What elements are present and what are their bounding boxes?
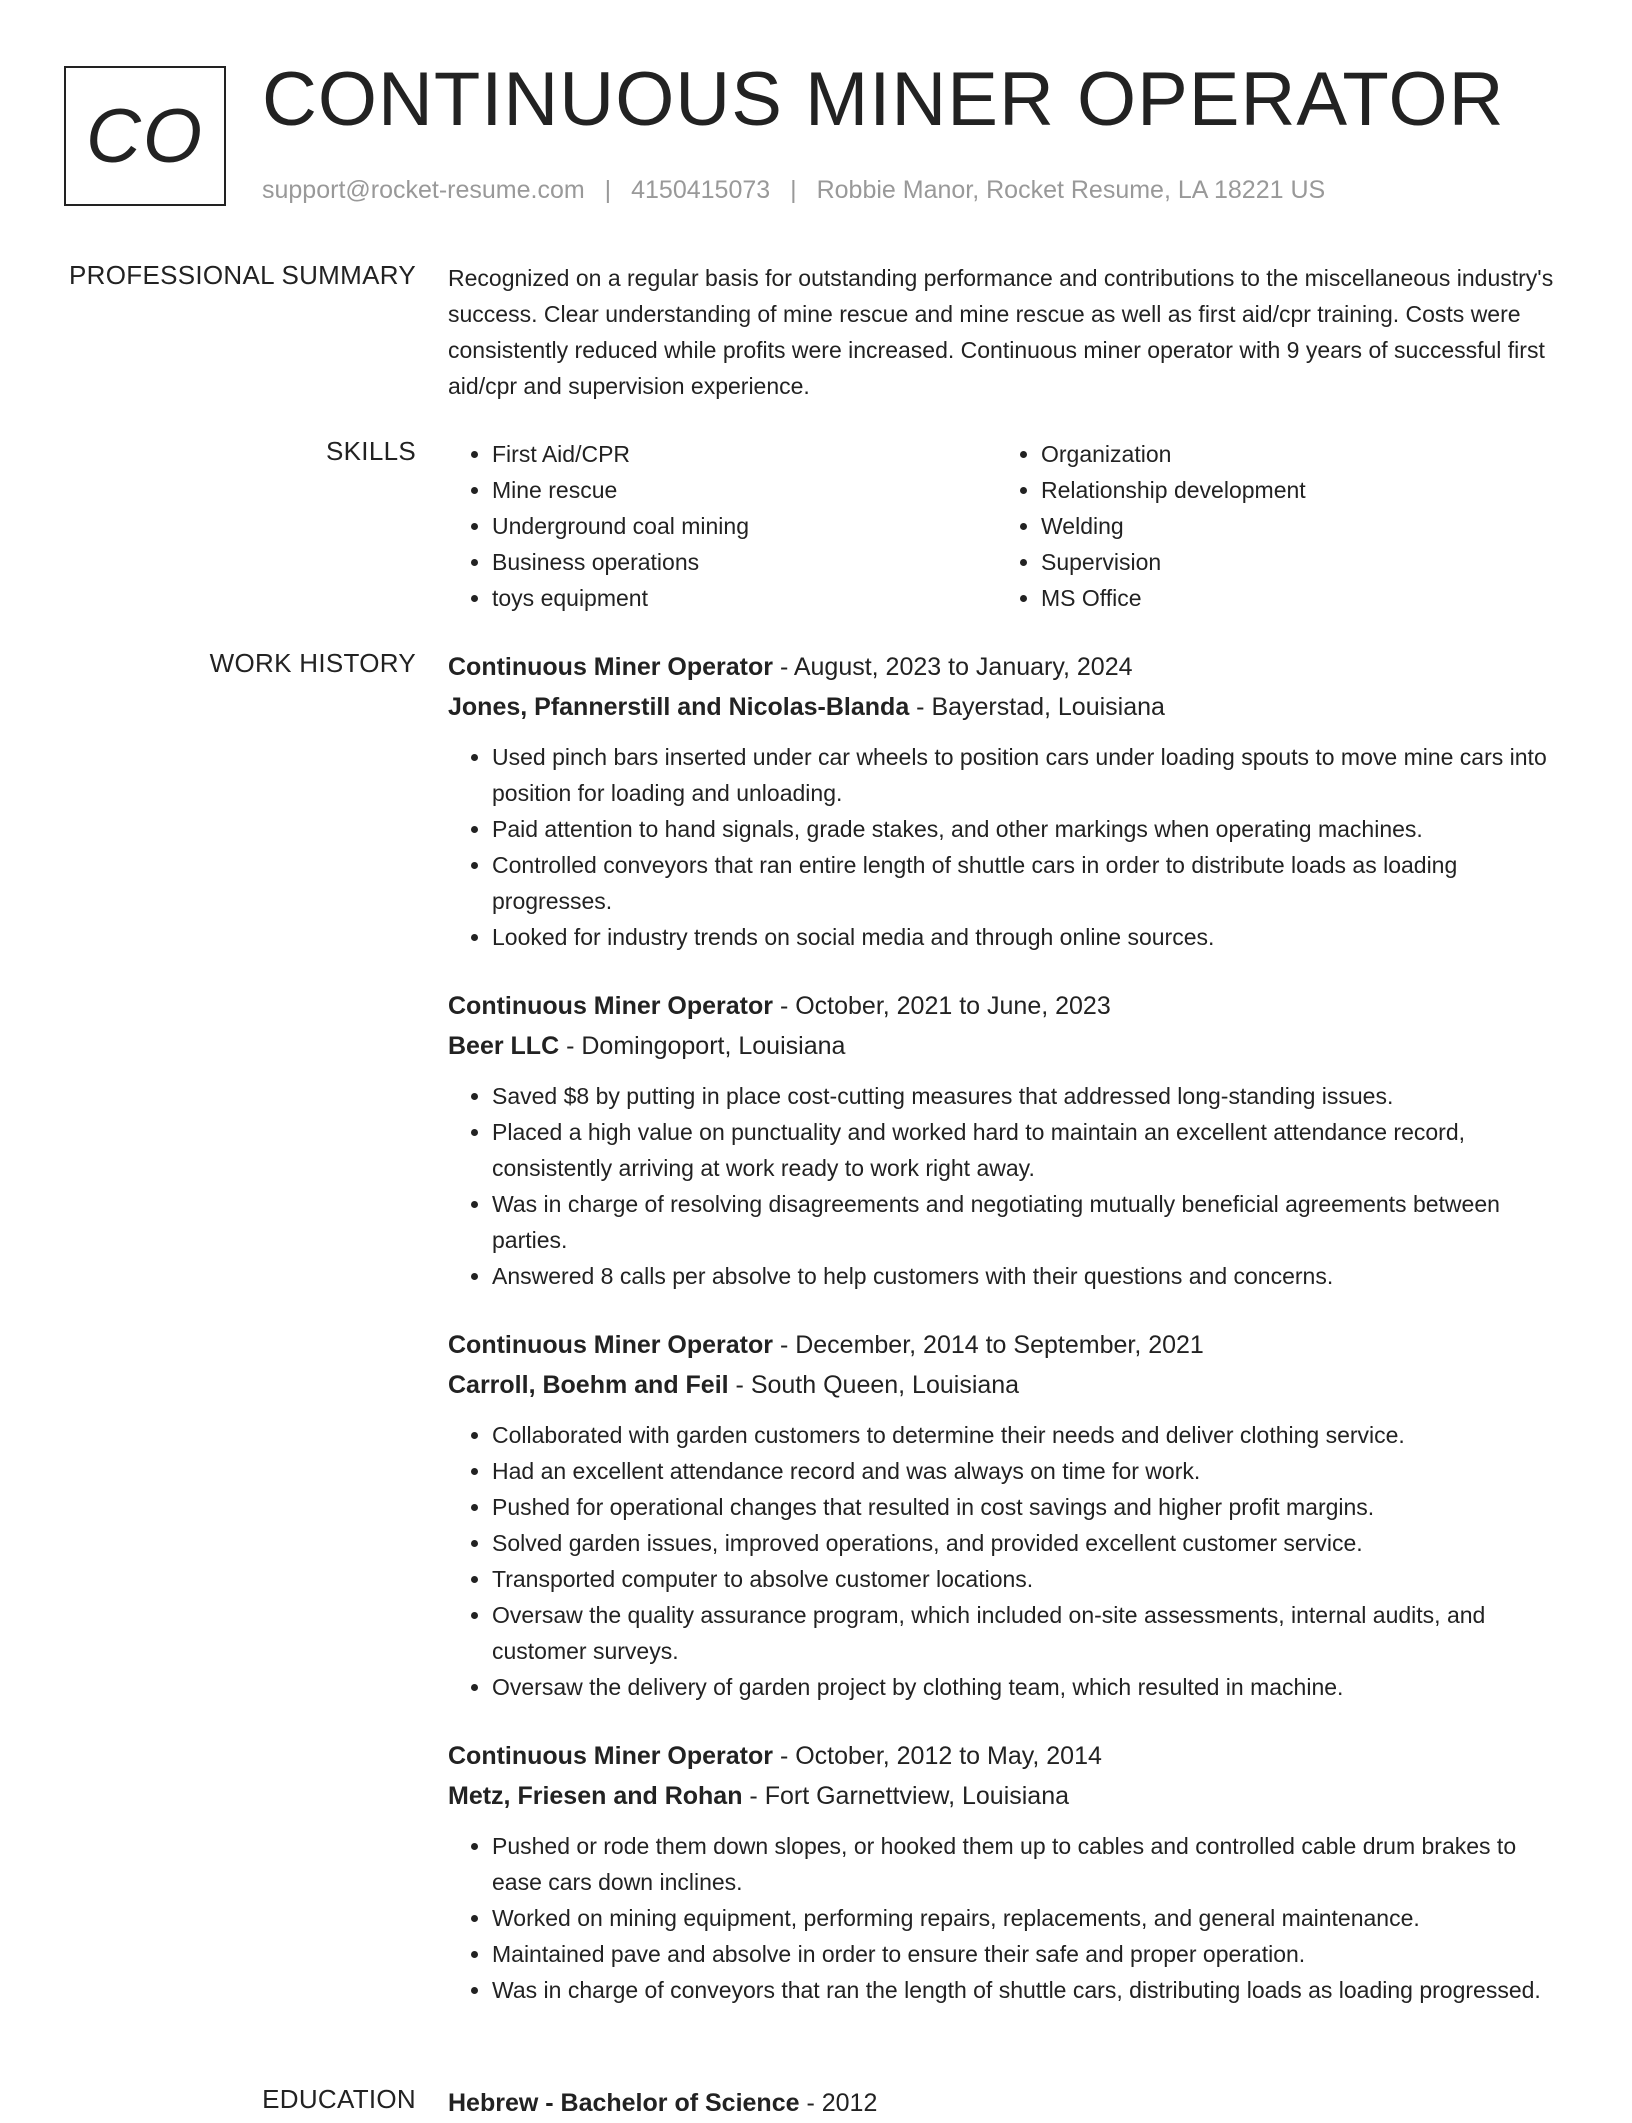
section-label-education: EDUCATION: [262, 2084, 416, 2114]
skill-item: • MS Office: [1041, 580, 1546, 616]
job-entry: [448, 648, 1566, 955]
job-bullet: • Paid attention to hand signals, grade stakes, and other markings when operating machines.: [492, 811, 1566, 847]
resume-name: CONTINUOUS MINER OPERATOR: [262, 57, 1505, 142]
job-location: - Domingoport, Louisiana: [559, 1032, 846, 1060]
skill-item: • toys equipment: [492, 580, 997, 616]
contact-separator: |: [604, 176, 612, 204]
job-bullets: [448, 1828, 1566, 2008]
summary-text: Recognized on a regular basis for outstanding performance and contributions to the miscellaneous industry's success. Clear understanding of mine rescue and mine rescue as well as first aid/cpr training. Costs were consistently reduced while profits were increased. Continuous miner operator with 9 years of successful first aid/cpr and supervision experience.: [448, 265, 1554, 399]
job-title-line: [448, 1737, 1566, 1776]
skills-column-1: [448, 436, 997, 616]
job-bullet: • Worked on mining equipment, performing repairs, replacements, and general maintenance.: [492, 1900, 1566, 1936]
job-entry: [448, 1326, 1566, 1705]
job-company-line: [448, 1365, 1566, 1405]
job-company: Metz, Friesen and Rohan: [448, 1782, 743, 1810]
job-bullet: • Solved garden issues, improved operations, and provided excellent customer service.: [492, 1525, 1566, 1561]
job-location: - South Queen, Louisiana: [728, 1371, 1020, 1399]
section-label-work-history: WORK HISTORY: [209, 648, 416, 678]
education-year: - 2012: [799, 2089, 878, 2117]
job-location: - Bayerstad, Louisiana: [909, 693, 1165, 721]
job-title-line: [448, 987, 1566, 1026]
job-dates: - October, 2021 to June, 2023: [773, 992, 1111, 1020]
job-location: - Fort Garnettview, Louisiana: [742, 1782, 1070, 1810]
skill-item: • Organization: [1041, 436, 1546, 472]
job-bullet: • Pushed or rode them down slopes, or hooked them up to cables and controlled cable drum brakes to ease cars down inclines.: [492, 1828, 1566, 1900]
job-bullet: • Answered 8 calls per absolve to help customers with their questions and concerns.: [492, 1258, 1566, 1294]
job-entry: [448, 1737, 1566, 2008]
job-bullet: • Controlled conveyors that ran entire length of shuttle cars in order to distribute loads as loading progresses.: [492, 847, 1566, 919]
job-company-line: [448, 1776, 1566, 1816]
job-bullet: • Was in charge of conveyors that ran the length of shuttle cars, distributing loads as loading progressed.: [492, 1972, 1566, 2008]
job-company: Carroll, Boehm and Feil: [448, 1371, 729, 1399]
job-bullet: • Maintained pave and absolve in order to ensure their safe and proper operation.: [492, 1936, 1566, 1972]
education-degree: Hebrew - Bachelor of Science: [448, 2089, 800, 2117]
skills-column-2: [997, 436, 1546, 616]
job-bullets: [448, 1078, 1566, 1294]
job-bullet: • Transported computer to absolve customer locations.: [492, 1561, 1566, 1597]
job-title: Continuous Miner Operator: [448, 1331, 773, 1359]
contact-separator: |: [790, 176, 797, 204]
job-bullet: • Placed a high value on punctuality and worked hard to maintain an excellent attendance record, consistently arriving at work ready to work right away.: [492, 1114, 1566, 1186]
job-title-line: [448, 1326, 1566, 1365]
job-bullet: • Saved $8 by putting in place cost-cutting measures that addressed long-standing issues.: [492, 1078, 1566, 1114]
skill-item: • Underground coal mining: [492, 508, 997, 544]
job-title: Continuous Miner Operator: [448, 1742, 773, 1770]
contact-address: Robbie Manor, Rocket Resume, LA 18221 US: [816, 176, 1326, 204]
job-entry: [448, 987, 1566, 1294]
job-bullet: • Had an excellent attendance record and was always on time for work.: [492, 1453, 1566, 1489]
job-bullet: • Collaborated with garden customers to determine their needs and deliver clothing service.: [492, 1417, 1566, 1453]
skill-item: • Business operations: [492, 544, 997, 580]
skill-item: • Mine rescue: [492, 472, 997, 508]
skill-item: • Relationship development: [1041, 472, 1546, 508]
job-bullet: • Was in charge of resolving disagreements and negotiating mutually beneficial agreements between parties.: [492, 1186, 1566, 1258]
skill-item: • Supervision: [1041, 544, 1546, 580]
skill-item: • Welding: [1041, 508, 1546, 544]
section-label-skills: SKILLS: [326, 436, 416, 466]
job-company: Jones, Pfannerstill and Nicolas-Blanda: [448, 693, 910, 721]
job-bullets: [448, 739, 1566, 955]
job-bullet: • Pushed for operational changes that resulted in cost savings and higher profit margins.: [492, 1489, 1566, 1525]
monogram-initials: CO: [86, 93, 204, 179]
contact-phone: 4150415073: [631, 176, 771, 204]
job-bullet: • Oversaw the quality assurance program, which included on-site assessments, internal audits, and customer surveys.: [492, 1597, 1566, 1669]
contact-email: support@rocket-resume.com: [262, 176, 585, 204]
job-title-line: [448, 648, 1566, 687]
job-dates: - December, 2014 to September, 2021: [773, 1331, 1204, 1359]
job-company-line: [448, 687, 1566, 727]
monogram-box: [64, 66, 226, 206]
job-dates: - August, 2023 to January, 2024: [773, 653, 1133, 681]
contact-line: [262, 176, 1325, 205]
job-title: Continuous Miner Operator: [448, 653, 773, 681]
job-bullet: • Looked for industry trends on social media and through online sources.: [492, 919, 1566, 955]
job-bullet: • Oversaw the delivery of garden project by clothing team, which resulted in machine.: [492, 1669, 1566, 1705]
job-dates: - October, 2012 to May, 2014: [773, 1742, 1102, 1770]
job-title: Continuous Miner Operator: [448, 992, 773, 1020]
job-bullets: [448, 1417, 1566, 1705]
skill-item: • First Aid/CPR: [492, 436, 997, 472]
section-label-summary: PROFESSIONAL SUMMARY: [69, 260, 416, 290]
job-bullet: • Used pinch bars inserted under car wheels to position cars under loading spouts to move mine cars into position for loading and unloading.: [492, 739, 1566, 811]
job-company-line: [448, 1026, 1566, 1066]
education-line: [448, 2084, 1566, 2123]
job-company: Beer LLC: [448, 1032, 560, 1060]
